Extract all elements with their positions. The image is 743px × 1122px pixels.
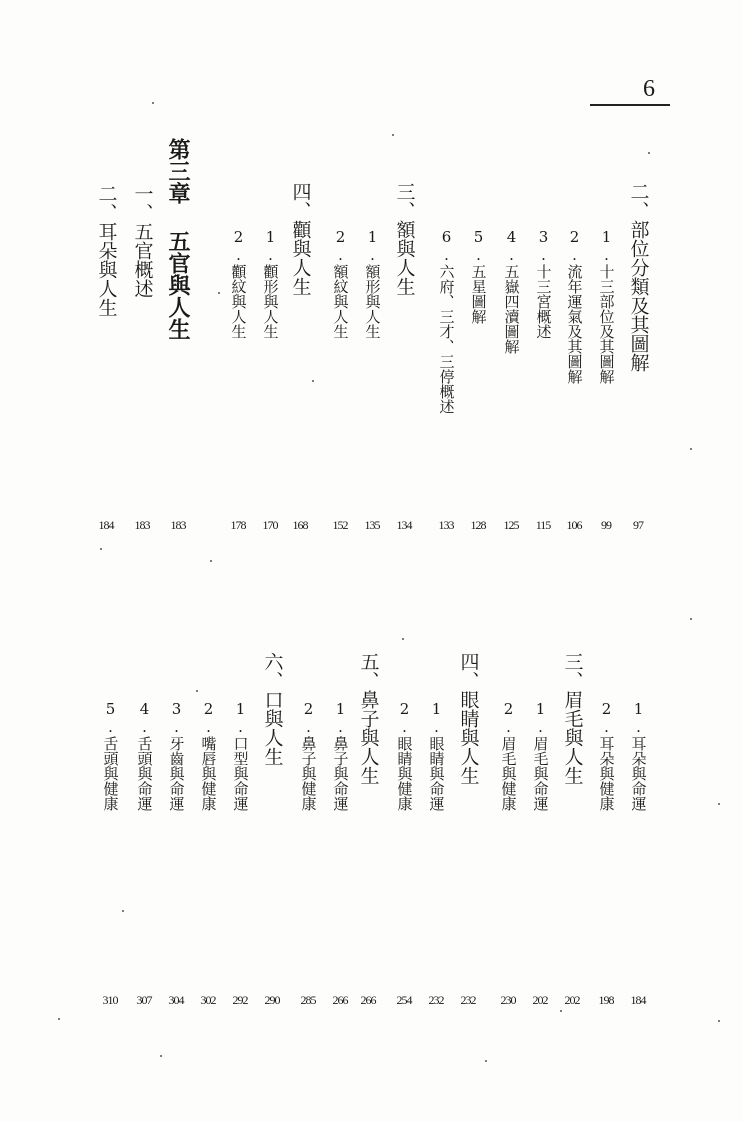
scan-speck xyxy=(100,548,102,550)
toc-entry-title: 1.眉毛與命運 xyxy=(531,700,550,811)
scan-speck xyxy=(718,803,720,805)
toc-entry-page: 254 xyxy=(396,993,412,1007)
toc-entry-page: 302 xyxy=(200,993,216,1007)
toc-entry-title: 2.眉毛與健康 xyxy=(499,700,518,811)
toc-entry-title: 一、五官概述 xyxy=(131,184,154,298)
scan-speck xyxy=(218,292,220,294)
toc-entry-page: 285 xyxy=(300,993,316,1007)
toc-entry-page: 133 xyxy=(438,518,454,532)
scan-speck xyxy=(196,690,198,692)
scan-speck xyxy=(58,1018,60,1020)
toc-entry-page: 198 xyxy=(598,993,614,1007)
toc-entry-page: 202 xyxy=(532,993,548,1007)
toc-entry-page: 292 xyxy=(232,993,248,1007)
toc-entry-page: 304 xyxy=(168,993,184,1007)
toc-entry-page: 135 xyxy=(364,518,380,532)
scan-speck xyxy=(690,448,692,450)
toc-entry-title: 五、鼻子與人生 xyxy=(357,652,380,785)
toc-entry-page: 230 xyxy=(500,993,516,1007)
toc-entry-page: 310 xyxy=(102,993,118,1007)
toc-entry-title: 6.六府、三才、三停概述 xyxy=(437,228,456,414)
scan-speck xyxy=(718,1020,720,1022)
scan-speck xyxy=(392,134,394,136)
toc-entry-page: 202 xyxy=(564,993,580,1007)
toc-entry-title: 5.舌頭與健康 xyxy=(101,700,120,811)
toc-entry-title: 1.額形與人生 xyxy=(363,228,382,339)
toc-entry-title: 二、部位分類及其圖解 xyxy=(627,182,650,372)
scan-speck xyxy=(648,152,650,154)
toc-entry-title: 1.顴形與人生 xyxy=(261,228,280,339)
toc-entry-title: 1.十三部位及其圖解 xyxy=(597,228,616,384)
scan-speck xyxy=(160,1055,162,1057)
page-number: 6 xyxy=(643,76,655,102)
toc-entry-page: 168 xyxy=(292,518,308,532)
toc-entry-page: 152 xyxy=(332,518,348,532)
toc-entry-page: 266 xyxy=(332,993,348,1007)
toc-entry-title: 1.耳朵與命運 xyxy=(629,700,648,811)
scan-speck xyxy=(560,1010,562,1012)
toc-entry-page: 170 xyxy=(262,518,278,532)
scan-speck xyxy=(210,560,212,562)
toc-entry-title: 2.流年運氣及其圖解 xyxy=(565,228,584,384)
toc-entry-page: 134 xyxy=(396,518,412,532)
toc-entry-title: 四、眼睛與人生 xyxy=(457,652,480,785)
toc-entry-page: 307 xyxy=(136,993,152,1007)
header-rule xyxy=(590,104,670,106)
toc-entry-page: 128 xyxy=(470,518,486,532)
toc-entry-page: 266 xyxy=(360,993,376,1007)
scan-speck xyxy=(485,1060,487,1062)
scan-speck xyxy=(312,380,314,382)
toc-entry-title: 三、眉毛與人生 xyxy=(561,652,584,785)
toc-entry-title: 2.鼻子與健康 xyxy=(299,700,318,811)
toc-entry-page: 115 xyxy=(535,518,551,532)
toc-entry-title: 六、口與人生 xyxy=(261,652,284,766)
toc-entry-page: 232 xyxy=(428,993,444,1007)
scan-speck xyxy=(122,910,124,912)
toc-entry-title: 四、顴與人生 xyxy=(289,182,312,296)
toc-entry-title: 1.口型與命運 xyxy=(231,700,250,811)
scan-speck xyxy=(690,618,692,620)
toc-entry-page: 178 xyxy=(230,518,246,532)
toc-entry-title: 4.舌頭與命運 xyxy=(135,700,154,811)
toc-entry-page: 183 xyxy=(134,518,150,532)
toc-entry-title: 2.額紋與人生 xyxy=(331,228,350,339)
toc-entry-title: 1.眼睛與命運 xyxy=(427,700,446,811)
toc-entry-title: 3.牙齒與命運 xyxy=(167,700,186,811)
toc-entry-title: 1.鼻子與命運 xyxy=(331,700,350,811)
toc-entry-title: 2.顴紋與人生 xyxy=(229,228,248,339)
toc-entry-title: 5.五星圖解 xyxy=(469,228,488,324)
toc-entry-page: 106 xyxy=(566,518,582,532)
toc-entry-title: 3.十三宮概述 xyxy=(534,228,553,339)
scan-speck xyxy=(402,638,404,640)
toc-entry-page: 290 xyxy=(264,993,280,1007)
toc-entry-title: 二、耳朵與人生 xyxy=(95,184,118,317)
toc-entry-page: 125 xyxy=(503,518,519,532)
toc-entry-title: 2.眼睛與健康 xyxy=(395,700,414,811)
toc-entry-page: 184 xyxy=(630,993,646,1007)
scan-speck xyxy=(152,102,154,104)
toc-entry-page: 232 xyxy=(460,993,476,1007)
toc-entry-title: 第三章 五官與人生 xyxy=(165,138,191,340)
toc-entry-title: 4.五嶽四瀆圖解 xyxy=(502,228,521,354)
toc-entry-page: 99 xyxy=(601,518,611,532)
toc-entry-page: 183 xyxy=(170,518,186,532)
toc-entry-page: 184 xyxy=(98,518,114,532)
toc-entry-title: 2.耳朵與健康 xyxy=(597,700,616,811)
toc-entry-title: 三、額與人生 xyxy=(393,182,416,296)
toc-entry-title: 2.嘴唇與健康 xyxy=(199,700,218,811)
toc-entry-page: 97 xyxy=(633,518,643,532)
